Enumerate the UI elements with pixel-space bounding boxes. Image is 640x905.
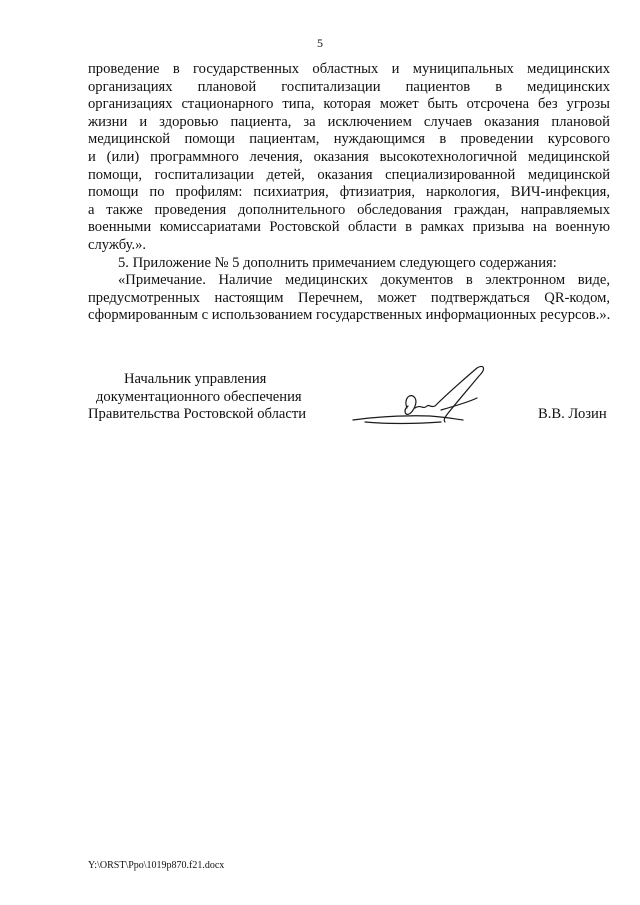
body-line: жизни и здоровью пациента, за исключением случаев оказания плановой — [88, 113, 610, 130]
signatory-title-line: документационного обеспечения — [96, 388, 302, 405]
body-line: предусмотренных настоящим Перечнем, может подтверждаться QR-кодом, — [88, 289, 610, 306]
signatory-title-line: Начальник управления — [124, 371, 267, 387]
handwritten-signature — [345, 362, 495, 432]
signer-name: В.В. Лозин — [538, 406, 607, 422]
body-line: а также проведения дополнительного обследования граждан, направляемых — [88, 201, 610, 218]
page-number: 5 — [317, 36, 323, 50]
signatory-title-line: Правительства Ростовской области — [88, 406, 307, 423]
body-line: службу.». — [88, 236, 147, 253]
body-line: организациях плановой госпитализации пациентов в медицинских — [88, 78, 610, 95]
signatory-title — [88, 371, 306, 424]
body-line: военными комиссариатами Ростовской области в рамках призыва на военную — [88, 219, 610, 236]
body-line: «Примечание. Наличие медицинских документов в электронном виде, — [118, 272, 610, 289]
body-line: помощи по профилям: психиатрия, фтизиатрия, наркология, ВИЧ-инфекция, — [88, 184, 610, 201]
body-line: проведение в государственных областных и муниципальных медицинских — [88, 61, 610, 77]
body-line: и (или) программного лечения, оказания высокотехнологичной медицинской — [88, 148, 610, 165]
body-line: организациях стационарного типа, которая может быть отсрочена без угрозы — [88, 96, 610, 113]
document-body — [88, 61, 610, 325]
body-line: помощи, госпитализации детей, оказания специализированной медицинской — [88, 166, 610, 183]
body-line: медицинской помощи пациентам, нуждающимся в проведении курсового — [88, 131, 610, 148]
body-line: сформированным с использованием государственных информационных ресурсов.». — [88, 307, 611, 324]
footer-file-path: Y:\ORST\Ppo\1019p870.f21.docx — [88, 860, 225, 871]
body-line: 5. Приложение № 5 дополнить примечанием следующего содержания: — [118, 254, 557, 271]
